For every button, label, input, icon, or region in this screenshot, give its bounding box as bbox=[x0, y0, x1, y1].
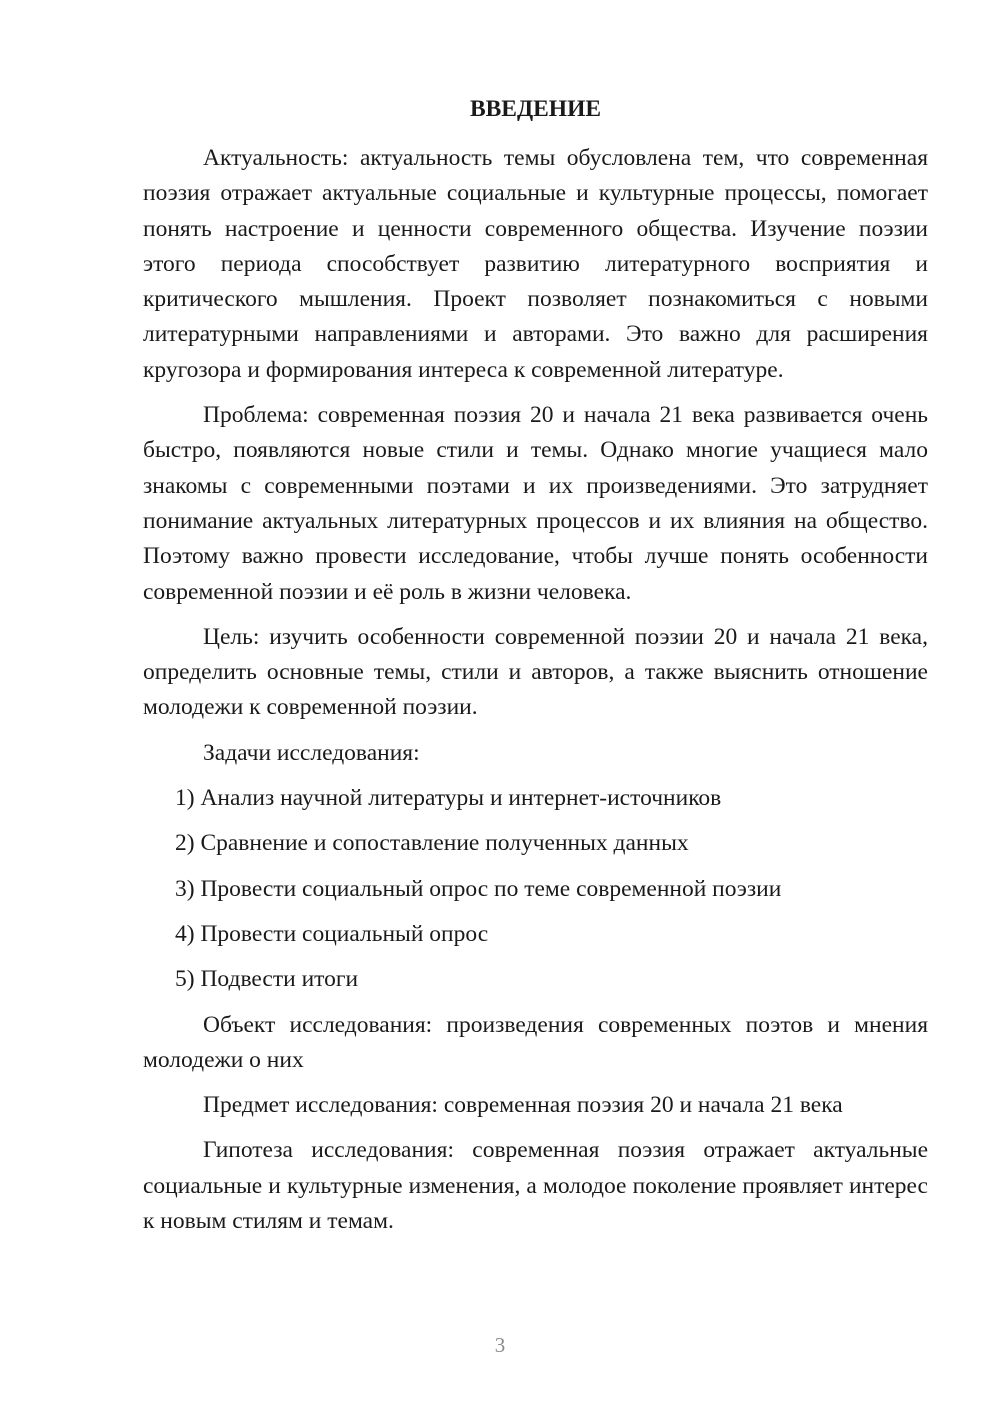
tasks-list bbox=[143, 781, 928, 997]
relevance-paragraph: Актуальность: актуальность темы обусловлена тем, что современная поэзия отражает актуальные социальные и культурные процессы, помогает понять настроение и ценности современного общества. Изучение поэзии этого периода способствует развитию литературного восприятия и критического мышления. Проект позволяет познакомиться с новыми литературными направлениями и авторами. Это важно для расширения кругозора и формирования интереса к современной литературе. bbox=[143, 145, 928, 383]
list-item: 3) Провести социальный опрос по теме современной поэзии bbox=[175, 875, 782, 902]
document-page bbox=[143, 92, 928, 1249]
hypothesis-paragraph: Гипотеза исследования: современная поэзия отражает актуальные социальные и культурные изменения, а молодое поколение проявляет интерес к новым стилям и темам. bbox=[143, 1137, 928, 1235]
problem-paragraph: Проблема: современная поэзия 20 и начала 21 века развивается очень быстро, появляются новые стили и темы. Однако многие учащиеся мало знакомы с современными поэтами и их произведениями. Это затрудняет понимание актуальных литературных процессов и их влияния на общество. Поэтому важно провести исследование, чтобы лучше понять особенности современной поэзии и её роль в жизни человека. bbox=[143, 402, 928, 605]
list-item: 1) Анализ научной литературы и интернет-источников bbox=[175, 785, 722, 812]
subject-paragraph: Предмет исследования: современная поэзия 20 и начала 21 века bbox=[203, 1092, 843, 1119]
list-item: 4) Провести социальный опрос bbox=[175, 920, 489, 947]
tasks-heading: Задачи исследования: bbox=[203, 739, 420, 766]
page-number: 3 bbox=[494, 1333, 506, 1357]
list-item: 5) Подвести итоги bbox=[175, 966, 359, 993]
list-item: 2) Сравнение и сопоставление полученных данных bbox=[175, 830, 689, 857]
goal-paragraph: Цель: изучить особенности современной поэзии 20 и начала 21 века, определить основные темы, стили и авторов, а также выяснить отношение молодежи к современной поэзии. bbox=[143, 623, 928, 721]
page-title: ВВЕДЕНИЕ bbox=[469, 96, 602, 122]
object-paragraph: Объект исследования: произведения современных поэтов и мнения молодежи о них bbox=[143, 1011, 928, 1073]
